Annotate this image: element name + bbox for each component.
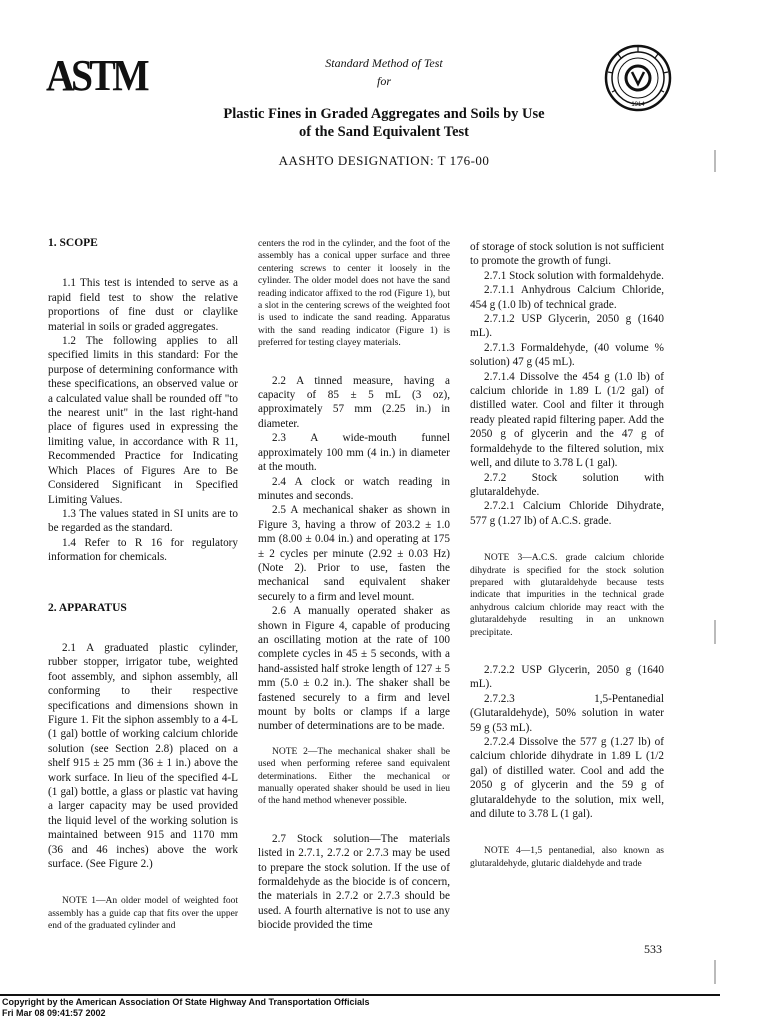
paragraph-2-7-2-3: 2.7.2.3 1,5-Pentanedial (Glutaraldehyde), 50% solution in water 59 g (53 mL). (470, 692, 664, 734)
margin-mark (714, 960, 716, 984)
paragraph-2-7-1: 2.7.1 Stock solution with formaldehyde. (484, 269, 664, 282)
designation: AASHTO DESIGNATION: T 176-00 (278, 153, 490, 168)
seal-year: 1914 (631, 102, 645, 108)
section-heading-apparatus: 2. APPARATUS (48, 601, 127, 614)
column-1 (48, 236, 238, 933)
paragraph-2-3: 2.3 A wide-mouth funnel approximately 100 mm (4 in.) in diameter at the mouth. (258, 432, 450, 474)
paragraph-2-6: 2.6 A manually operated shaker as shown in Figure 4, capable of producing an oscillating motion at the rate of 100 complete cycles in 45 ± 5 seconds, with a hand-assisted half stroke length of 127 ± 5 mm (5.0 ± 0.2 in.). The shaker shall be fastened securely to a firm and level mount by bolts or clamps if a large number of determinations are to be made. (258, 605, 450, 733)
copyright-text: Copyright by the American Association Of State Highway And Transportation Officials (2, 997, 370, 1007)
margin-mark (714, 150, 716, 172)
paragraph-continued: of storage of stock solution is not sufficient to promote the growth of fungi. (470, 241, 664, 268)
paragraph-2-7-2-4: 2.7.2.4 Dissolve the 577 g (1.27 lb) of calcium chloride dihydrate in 1.89 L (1/2 gal) of distilled water. Cool and add the 2050 g of glycerin and the 59 g of glutaraldehyde to the solution, mix well, and dilute to 3.78 L (1 gal). (470, 736, 664, 821)
paragraph-2-4: 2.4 A clock or watch reading in minutes and seconds. (258, 475, 450, 502)
title-line-2: of the Sand Equivalent Test (298, 124, 470, 140)
margin-mark (714, 620, 716, 644)
document-title (0, 105, 768, 141)
note-1-continued: centers the rod in the cylinder, and the foot of the assembly has a conical upper surface and three centering screws to center it loosely in the cylinder. The older model does not have the sand reading indicator affixed to the rod (Figure 1), but a slot in the centering screws of the weighted foot is used to indicate the sand reading. Apparatus with the sand reading indicator (Figure 1) is preferred for testing clayey materials. (258, 239, 450, 349)
copyright-footer (2, 997, 370, 1019)
paragraph-2-7-2-2: 2.7.2.2 USP Glycerin, 2050 g (1640 mL). (470, 663, 664, 691)
note-4: NOTE 4—1,5 pentanedial, also known as glutaraldehyde, glutaric dialdehyde and trade (470, 846, 664, 869)
paragraph-2-2: 2.2 A tinned measure, having a capacity of 85 ± 5 mL (3 oz), approximately 57 mm (2.25 in.) in diameter. (258, 374, 450, 430)
column-3 (470, 240, 664, 870)
column-2 (258, 238, 450, 933)
paragraph-2-7-1-1: 2.7.1.1 Anhydrous Calcium Chloride, 454 g (1.0 lb) of technical grade. (470, 284, 664, 311)
paragraph-1-3: 1.3 The values stated in SI units are to be regarded as the standard. (48, 507, 238, 535)
paragraph-1-2: 1.2 The following applies to all specified limits in this standard: For the purpose of determining conformance with these specifications, an observed value or a calculated value shall be rounded off "to the nearest unit" in the last right-hand place of figures used in expressing the limiting value, in accordance with R 11, Recommended Practice for Indicating Which Places of Figures Are to Be Considered Significant in Specified Limiting Values. (48, 335, 238, 506)
paragraph-2-7: 2.7 Stock solution—The materials listed in 2.7.1, 2.7.2 or 2.7.3 may be used to prepare the stock solution. If the use of formaldehyde as the biocide is of concern, the materials in 2.7.2 or 2.7.3 should be used. A fourth alternative is not to use any biocide provided the time (258, 832, 450, 932)
astm-logo: ASTM (46, 51, 147, 100)
paragraph-2-1: 2.1 A graduated plastic cylinder, rubber stopper, irrigator tube, weighted foot assembly, and siphon assembly, all conforming to their respective specifications and dimensions shown in Figure 1. Fit the siphon assembly to a 4-L (1 gal) bottle of working calcium chloride solution (see Section 2.8) placed on a shelf 915 ± 25 mm (36 ± 1 in.) above the work surface. In lieu of the specified 4-L (1 gal) bottle, a glass or plastic vat having a larger capacity may be used provided the liquid level of the working solution is maintained between 915 and 1170 mm (36 and 46 inches) above the work surface. (See Figure 2.) (48, 641, 238, 871)
print-timestamp: Fri Mar 08 09:41:57 2002 (2, 1008, 106, 1018)
paragraph-2-7-1-3: 2.7.1.3 Formaldehyde, (40 volume % solution) 47 g (45 mL). (470, 341, 664, 369)
paragraph-1-1: 1.1 This test is intended to serve as a rapid field test to show the relative proportions of fine dust or claylike material in soils or graded aggregates. (48, 277, 238, 333)
paragraph-2-7-2-1: 2.7.2.1 Calcium Chloride Dihydrate, 577 g (1.27 lb) of A.C.S. grade. (470, 500, 664, 527)
section-heading-scope: 1. SCOPE (48, 237, 98, 249)
paragraph-2-7-2: 2.7.2 Stock solution with glutaraldehyde. (470, 471, 664, 498)
paragraph-1-4: 1.4 Refer to R 16 for regulatory information for chemicals. (48, 536, 238, 564)
note-1: NOTE 1—An older model of weighted foot assembly has a guide cap that fits over the upper end of the graduated cylinder and (48, 896, 238, 932)
paragraph-2-5: 2.5 A mechanical shaker as shown in Figure 3, having a throw of 203.2 ± 1.0 mm (8.00 ± 0.04 in.) and operating at 175 ± 2 cycles per minute (2.92 ± 0.03 Hz) (Note 2). Prior to use, fasten the mechanical sand equivalent shaker securely to a firm and level mount. (258, 504, 450, 603)
standard-method-label: Standard Method of Test (325, 56, 443, 70)
note-3: NOTE 3—A.C.S. grade calcium chloride dihydrate is specified for the stock solution prepared with glutaraldehyde because tests indicate that impurities in the technical grade anhydrous calcium chloride may react with the glutaraldehyde resulting in an unknown precipitate. (470, 553, 664, 638)
footer-divider (0, 994, 720, 996)
paragraph-2-7-1-4: 2.7.1.4 Dissolve the 454 g (1.0 lb) of calcium chloride in 1.89 L (1/2 gal) of distilled water. Cool and filter it through ready pleated rapid filtering paper. Add the 2050 g of glycerin and the 47 g of formaldehyde to the filtered solution, mix well, and dilute to 3.78 L (1 gal). (470, 370, 664, 470)
for-label: for (376, 74, 391, 88)
note-2: NOTE 2—The mechanical shaker shall be used when performing referee sand equivalent determinations. Either the mechanical or manually operated shaker should be used in lieu of the hand method whenever possible. (258, 746, 450, 807)
paragraph-2-7-1-2: 2.7.1.2 USP Glycerin, 2050 g (1640 mL). (470, 313, 664, 340)
page-number: 533 (644, 942, 662, 956)
title-line-1: Plastic Fines in Graded Aggregates and Soils by Use (223, 106, 545, 122)
